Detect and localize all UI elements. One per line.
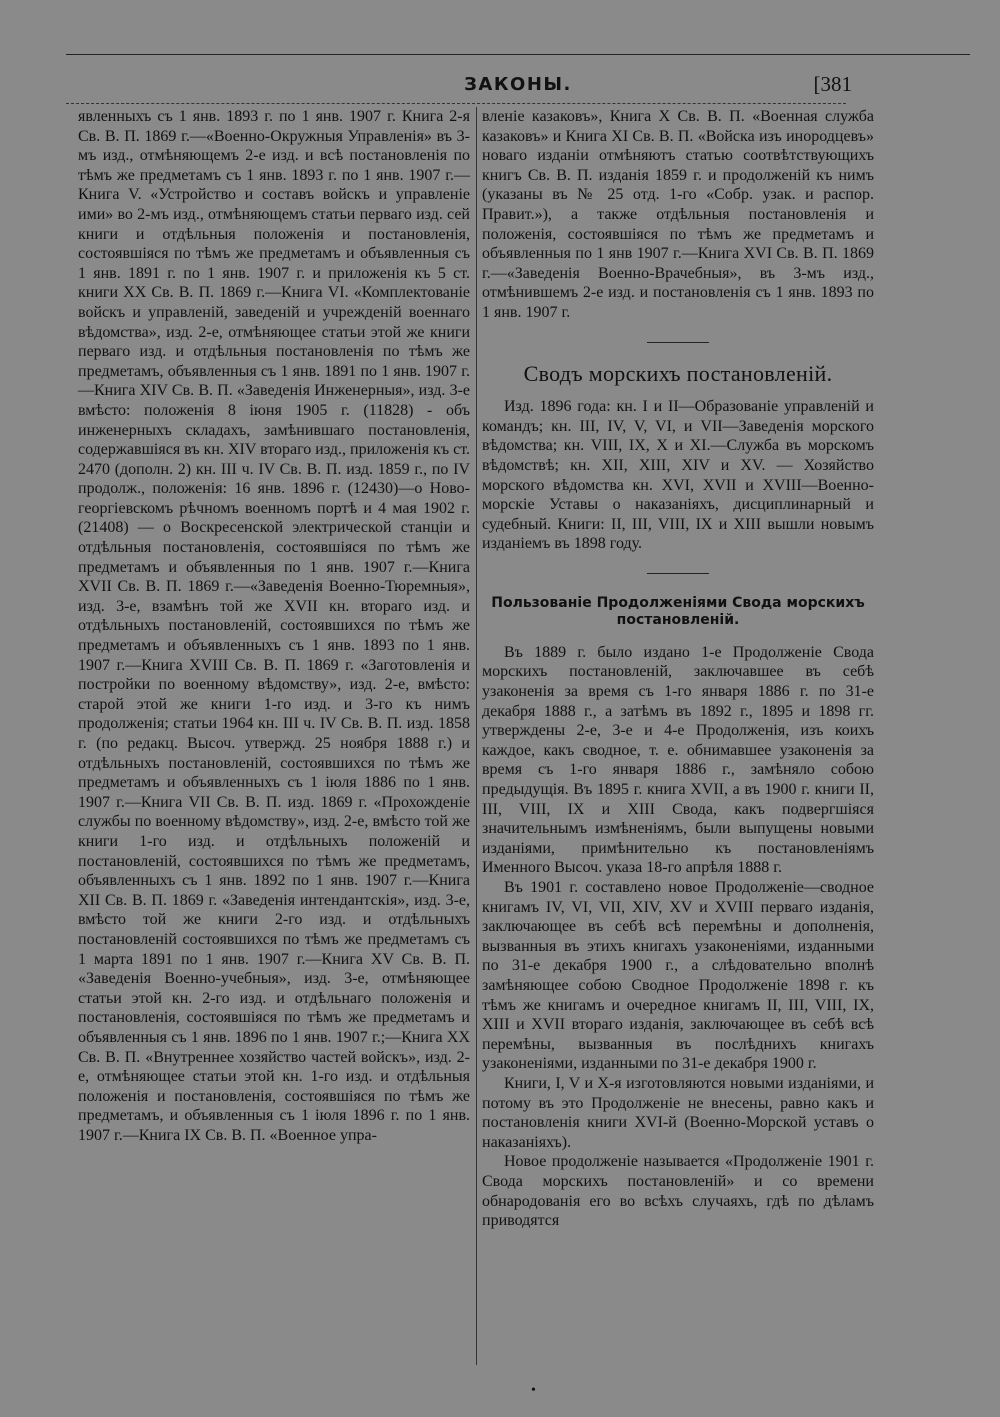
paragraph-1: Въ 1889 г. было издано 1-е Продолженіе Свода морскихъ постановленій, заключавшее въ себѣ узаконенія за время съ 1-го января 1886 г. по 31-е декабря 1888 г., а затѣмъ въ 1892 г., 1895 и 1898 гг. утверждены 2-е, 3-е и 4-е Продолженія, изъ коихъ каждое, какъ сводное, т. е. обнимавшее узаконенія за время съ 1-го января 1886 г., замѣняло собою предыдущія. Въ 1895 г. книга XVII, а въ 1900 г. книги II, III, VIII, IX и XIII Свода, какъ подвергшіяся значительнымъ измѣненіямъ, были выпущены новыми изданіями, примѣнительно къ постановленіямъ Именного Высоч. указа 18-го апрѣля 1888 г. bbox=[482, 643, 874, 877]
section-title: Сводъ морскихъ постановленій. bbox=[523, 360, 833, 386]
footer-mark: • bbox=[531, 1383, 536, 1398]
header-rule bbox=[66, 103, 846, 104]
running-head bbox=[66, 72, 970, 102]
column-divider bbox=[476, 107, 477, 1365]
top-rule bbox=[66, 54, 970, 55]
left-column bbox=[78, 107, 470, 1145]
section-paragraph: Изд. 1896 года: кн. I и II—Образованіе управленій и командъ; кн. III, IV, V, VI, и VII—Заведенія морского вѣдомства; кн. VIII, IX, X и XI.—Служба въ морскомъ вѣдомствѣ; кн. XII, XIII, XIV и XV. — Хозяйство морского вѣдомства кн. XVI, XVII и XVIII—Военно-морскіе Уставы о наказаніяхъ, дисциплинарный и судебный. Книги: II, III, VIII, IX и XIII вышли новымъ изданіемъ въ 1898 году. bbox=[482, 398, 874, 553]
left-column-text: явленныхъ съ 1 янв. 1893 г. по 1 янв. 1907 г. Книга 2-я Св. В. П. 1869 г.—«Военно-Окружныя Управленія» въ 3-мъ изд., отмѣняющемъ 2-е изд. и всѣ постановленія по тѣмъ же предметамъ съ 1 янв. 1893 г. по 1 янв. 1907 г.—Книга V. «Устройство и составъ войскъ и управленіе ими» во 2-мъ изд., отмѣняющемъ статьи перваго изд. сей книги и отдѣльныя положенія и постановленія, состоявшіяся по тѣмъ же предметамъ и объявленныя съ 1 янв. 1891 г. по 1 янв. 1907 г. и приложенія къ 5 ст. книги XX Св. В. П. 1869 г.—Книга VI. «Комплектованіе войскъ и управленій, заведеній и учрежденій военнаго вѣдомства», изд. 2-е, отмѣняющее статьи этой же книги перваго изд. и отдѣльныя постановленія по тѣмъ же предметамъ, объявленныя съ 1 янв. 1891 по 1 янв. 1907 г.—Книга XIV Св. В. П. «Заведенія Инженерныя», изд. 3-е вмѣсто: положенія 8 іюня 1905 г. (11828) - объ инженерныхъ складахъ, замѣнившаго постановленія, содержавшіяся въ кн. XIV втораго изд., приложенія къ ст. 2470 (дополн. 2) кн. III ч. IV Св. В. П. изд. 1859 г., по IV продолж., положенія: 16 янв. 1896 г. (12430)—о Ново-георгіевскомъ рѣчномъ военномъ портѣ и 4 мая 1902 г. (21408) — о Воскресенской электрической станціи и отдѣльныя постановленія, состоявшіяся по тѣмъ же предметамъ и объявленныя по 1 янв. 1907 г.—Книга XVII Св. В. П. 1869 г.—«Заведенія Военно-Тюремныя», изд. 3-е, взамѣнъ той же XVII кн. втораго изд. и отдѣльныхъ постановленій, состоявшихся по тѣмъ же предметамъ и объявленныхъ съ 1 янв. 1893 по 1 янв. 1907 г.—Книга XVIII Св. В. П. 1869 г. «Заготовленія и постройки по военному вѣдомству», изд. 2-е, вмѣсто: старой этой же книги 1-го изд. и 3-го къ нимъ продолженія; статьи 1964 кн. III ч. IV Св. В. П. изд. 1858 г. (по редакц. Высоч. утвержд. 25 ноября 1888 г.) и отдѣльныхъ постановленій, состоявшихся по тѣмъ же предметамъ и объявленныхъ съ 1 іюля 1886 по 1 янв. 1907 г.—Книга VII Св. В. П. изд. 1869 г. «Прохожденіе службы по военному вѣдомству», изд. 2-е, вмѣсто той же книги 1-го изд. и отдѣльныхъ положеній и постановленій, состоявшихся по тѣмъ же предметамъ, объявленныхъ съ 1 янв. 1892 по 1 янв. 1907 г.—Книга XII Св. В. П. 1869 г. «Заведенія интендантскія», изд. 3-е, вмѣсто той же книги 2-го изд. и отдѣльныхъ постановленій состоявшихся по тѣмъ же предметамъ съ 1 марта 1891 по 1 янв. 1907 г.—Книга XV Св. В. П. «Заведенія Военно-учебныя», изд. 3-е, отмѣняющее статьи этой кн. 2-го изд. и отдѣльнаго положенія и постановленія, состоявшіяся по тѣмъ же предметамъ и объявленныя съ 1 янв. 1896 по 1 янв. 1907 г.;—Книга XX Св. В. П. «Внутреннее хозяйство частей войскъ», изд. 2-е, отмѣняющее статьи этой кн. 1-го изд. и отдѣльныя положенія и постановленія, состоявшіяся по тѣмъ же предметамъ, и объявленныя съ 1 іюля 1896 г. по 1 янв. 1907 г.—Книга IX Св. В. П. «Военное упра- bbox=[78, 108, 470, 1144]
paragraph-2: Въ 1901 г. составлено новое Продолженіе—сводное книгамъ IV, VI, VII, XIV, XV и XVIII перваго изданія, заключающее въ себѣ всѣ перемѣны и дополненія, вызванныя въ этихъ книгахъ узаконеніями, изданными по 31-е декабря 1900 г., а слѣдовательно вполнѣ замѣняющее собою Сводное Продолженіе 1898 г. къ тѣмъ же книгамъ и очередное книгамъ II, III, VIII, IX, XIII и XVII втораго изданія, заключающее въ себѣ всѣ перемѣны, вызванныя въ послѣднихъ книгахъ узаконеніями, изданными по 31-е декабря 1900 г. bbox=[482, 879, 874, 1073]
continuation-paragraph: вленіе казаковъ», Книга X Св. В. П. «Военная служба казаковъ» и Книга XI Св. В. П. «Войска изъ инородцевъ» новаго изданіи отмѣняютъ статью соотвѣтствующихъ книгъ Св. В. П. изданія 1859 г. и продолженій къ нимъ (указаны въ № 25 отд. 1-го «Собр. узак. и распор. Правит.»), а также отдѣльныя постановленія и положенія, состоявшіяся по тѣмъ же предметамъ и объявленныя по 1 янв 1907 г.—Книга XVI Св. В. П. 1869 г.—«Заведенія Военно-Врачебныя», въ 3-мъ изд., отмѣнившемъ 2-е изд. и постановленія съ 1 янв. 1893 по 1 янв. 1907 г. bbox=[482, 108, 874, 321]
subsection-divider bbox=[647, 573, 709, 574]
subsection-title: Пользованіе Продолженіями Свода морскихъ постановленій. bbox=[491, 594, 865, 628]
section-divider bbox=[647, 342, 709, 343]
page-title: ЗАКОНЫ. bbox=[464, 74, 572, 95]
paragraph-3: Книги, I, V и X-я изготовляются новыми изданіями, и потому въ это Продолженіе не внесены, равно какъ и постановленія книги XVI-й (Военно-Морской уставъ о наказаніяхъ). bbox=[482, 1074, 874, 1151]
paragraph-4: Новое продолженіе называется «Продолженіе 1901 г. Свода морскихъ постановленій» и со времени обнародованія его во всѣхъ случаяхъ, гдѣ по дѣламъ приводятся bbox=[482, 1153, 874, 1230]
page-number: [381 bbox=[813, 72, 852, 96]
right-column bbox=[482, 107, 874, 1231]
